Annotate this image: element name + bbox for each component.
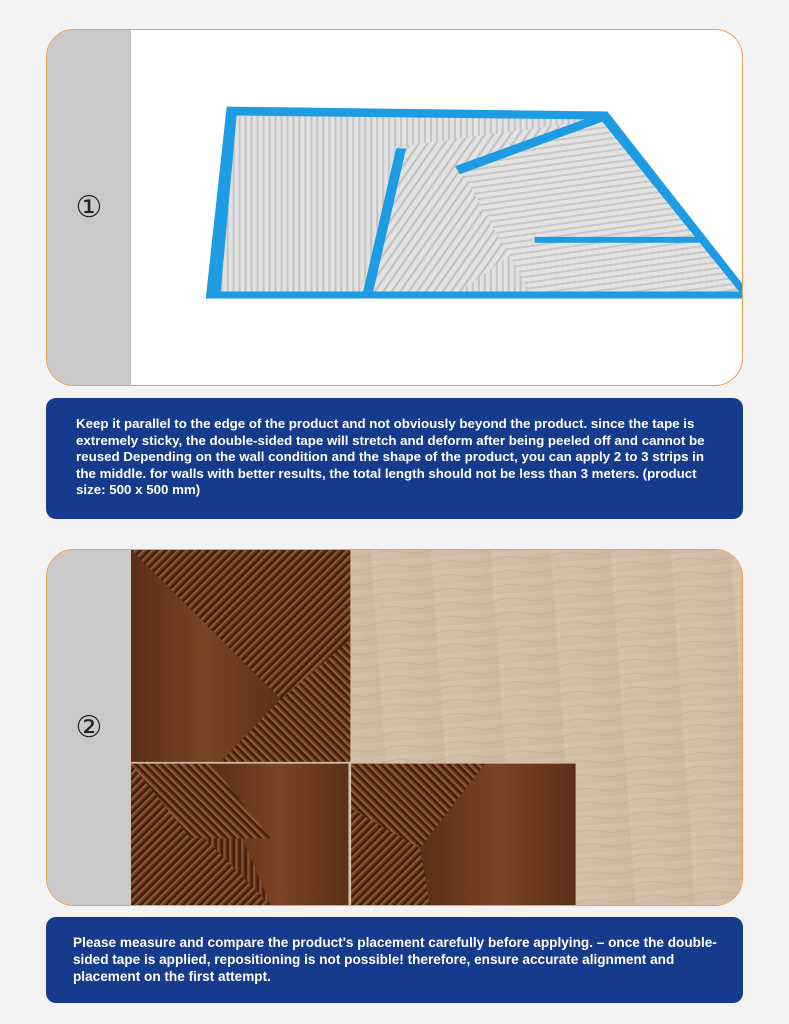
tape-panel-svg [131, 30, 742, 385]
step-2-card [46, 549, 743, 906]
step-1-card [46, 29, 743, 386]
tape-strip-horizontal [535, 237, 705, 243]
step-2-note: Please measure and compare the product's placement carefully before applying. – once the double-sided tape is applied, repositioning is not possible! therefore, ensure accurate alignment and placement on the first attempt. [46, 917, 743, 1003]
step-2-number-column [47, 550, 131, 905]
step-1-number: ① [75, 189, 103, 225]
step-1-number-column [47, 30, 131, 385]
panel-bottom-left [131, 764, 348, 905]
step-1-note: Keep it parallel to the edge of the product and not obviously beyond the product. since the tape is extremely sticky, the double-sided tape will stretch and deform after being peeled off and cannot be reused Depending on the wall condition and the shape of the product, you can apply 2 to 3 strips in the middle. for walls with better results, the total length should not be less than 3 meters. (product size: 500 x 500 mm) [46, 398, 743, 519]
step-1-illustration [131, 30, 742, 385]
panel-bottom-right [351, 764, 575, 905]
step-2-number: ② [75, 709, 103, 745]
wood-panels-svg [131, 550, 742, 905]
panel-top-left [131, 550, 350, 762]
step-2-illustration [131, 550, 742, 905]
